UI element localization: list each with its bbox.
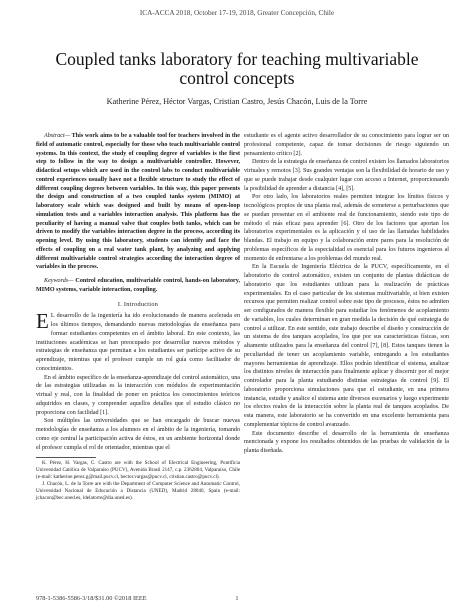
footnote-divider [36, 457, 96, 458]
page-number: 1 [235, 595, 239, 602]
right-paragraph-3: Por otro lado, los laboratorios reales permiten integrar los límites físicos y tecnológicos propios de una planta real, además de someterse a perturbaciones que se puedan presentar en el ambiente real de funcionamiento, siendo este tipo de método el más eficaz para aprender [6]. Otro de los factores que aportan los laboratorios experimentales es la aplicación y el uso de las llamadas habilidades blandas. El trabajo en equipo y la colaboración entre pares para la resolución de problemas específicos de la especialidad es esencial para los futuros ingenieros al momento de enfrentarse a los problemas del mundo real. [244, 194, 449, 262]
right-column [244, 132, 449, 456]
conference-header: ICA-ACCA 2018, October 17-19, 2018, Greater Concepción, Chile [139, 9, 335, 17]
footnote-2: J. Chacón, L. de la Torre are with the Department of Computer Science and Automatic Control, Universidad Nacional de Educación a Distancia (UNED), Madrid 28040, Spain (e-mail: jchacon@bec.uned.es, ldelatorre@dia.uned.es). [36, 480, 240, 501]
right-paragraph-1: estudiante es el agente activo desarrollador de su conocimiento para lograr ser un profesional competente, capaz de tomar decisiones de riesgo siguiendo un pensamiento crítico [2]. [244, 133, 449, 157]
keywords-lead: Keywords— [44, 278, 74, 284]
abstract-lead: Abstract— [44, 133, 71, 139]
abstract [36, 132, 240, 272]
drop-cap: E [36, 309, 49, 334]
keywords-text: Control education, multivariable control, hands-on laboratory, MIMO systems, variable interaction, coupling. [36, 278, 240, 293]
intro-paragraph-2: En el ámbito específico de la enseñanza-aprendizaje del control automático, una de las estrategias utilizadas es la interacción con módulos de experimentación virtual y real, con la finalidad de poner en práctica los conocimientos teóricos adquiridos en clases, y comprender aquellos detalles que el estudio clásico no proporciona con facilidad [1]. [36, 374, 240, 416]
right-paragraph-5: Este documento describe el desarrollo de la herramienta de enseñanza mencionada y expone los resultados obtenidos de las pruebas de validación de la planta diseñada. [244, 430, 449, 454]
right-paragraph-2: Dentro de la estrategia de enseñanza de control existen los llamados laboratorios virtuales y remotos [3]. Sus grandes ventajas son la flexibilidad de horario de uso y que se puede trabajar desde cualquier lugar con acceso a Internet, proporcionando la posibilidad de aprender a distancia [4], [5]. [244, 159, 449, 192]
right-paragraph-4: En la Escuela de Ingeniería Eléctrica de la PUCV, específicamente, en el laboratorio de control automático, existen un conjunto de plantas didácticas de laboratorio que los estudiantes utilizan para la realización de prácticas experimentales. En el caso particular de los sistemas multivariable, si bien existen recursos que permiten realizar control sobre este tipo de procesos, éstos no admiten ser configurados de manera flexible para estudiar los fenómenos de acoplamiento de variables, los cuales determinan en gran medida la decisión de qué estrategia de control a utilizar. En este sentido, este trabajo describe el diseño y construcción de un sistema de dos tanques acoplados, los que por sus características físicas, son altamente utilizados para la enseñanza del control [7], [8]. Estos tanques tienen la peculiaridad de tener un acoplamiento variable, entregando a los estudiantes mayores herramientas de aprendizaje. Ellos podrán identificar el sistema, analizar los distintos niveles de interacción para finalmente aplicar y discernir por el mejor controlador para la planta estudiando distintas estrategias de control [9]. El laboratorio proporciona simulaciones para que el estudiante, en una primera instancia, estudie y analice el sistema ante diversos escenarios y luego experimente los efectos reales de la interacción sobre la planta real de tanques acoplados. De esta manera, este laboratorio se ha convertido en una excelente herramienta para complementar tópicos de control avanzado. [244, 264, 449, 428]
footnotes [36, 460, 240, 501]
copyright-line: 978-1-5386-5586-3/18/$31.00 ©2018 IEEE [36, 595, 147, 602]
intro-paragraph-1 [36, 309, 240, 373]
abstract-text: This work aims to be a valuable tool for teachers involved in the field of automatic control, especially for those who teach multivariable control systems. In this context, the study of coupling degree of variables is the first step to follow in the way to design a multivariable controller. However, didactical setups which are used in the control labs to conduct multivariable control experiences usually have not a flexible structure to study the effect of different coupling degrees between variables. In this way, this paper presents the design and construction of a two coupled tanks system (MIMO) at laboratory scale which was designed and built by means of open-loop simulation tests and a variables interaction analysis. This platform has the peculiarity of having a manual valve that couples both tanks, which can be driven to modify the variables interaction degree in the process, according its opening level. By using this laboratory, students can identify and face the effects of coupling on a real water tank plant, by analyzing and applying different multivariable control strategies according the interaction degree of variables in the process. [36, 133, 240, 271]
paper-title: Coupled tanks laboratory for teaching multivariable control concepts [55, 49, 419, 88]
intro-paragraph-1-text: L desarrollo de la ingeniería ha ido evolucionando de manera acelerada en los últimos tiempos, demandando nuevas metodologías de enseñanza para formar estudiantes competentes en el ámbito laboral. En este contexto, las instituciones académicas se han preocupado por desarrollar nuevos métodos y estrategias de enseñanza que permitan a los estudiantes ser partícipe activo de su aprendizaje, mientras que el profesor cumple un rol guía como facilitador de conocimientos. [36, 313, 240, 372]
section-heading-introduction: I. Introduction [117, 300, 159, 308]
keywords [36, 277, 240, 295]
footnote-1: K. Pérez, H. Vargas, C. Castro are with the School of Electrical Engineering, Pontificia Universidad Católica de Valparaíso (PUCV), Avenida Brasil 2147, c.p. 2362804, Valparaíso, Chile (e-mail: katherine.perez.g@mail.pucv.cl, hector.vargas@pucv.cl, cristian.castro@pucv.cl). [36, 460, 240, 481]
left-column [36, 132, 240, 502]
author-list: Katherine Pérez, Héctor Vargas, Cristian Castro, Jesús Chacón, Luis de la Torre [106, 97, 368, 106]
intro-paragraph-3: Son múltiples las universidades que se han encargado de buscar nuevas metodologías de enseñanza a los alumnos en el ámbito de la ingeniería, tomando como eje central la participación activa de éstos, en un ambiente horizontal donde el profesor cumpla el rol de orientador, mientras que el [36, 418, 240, 451]
